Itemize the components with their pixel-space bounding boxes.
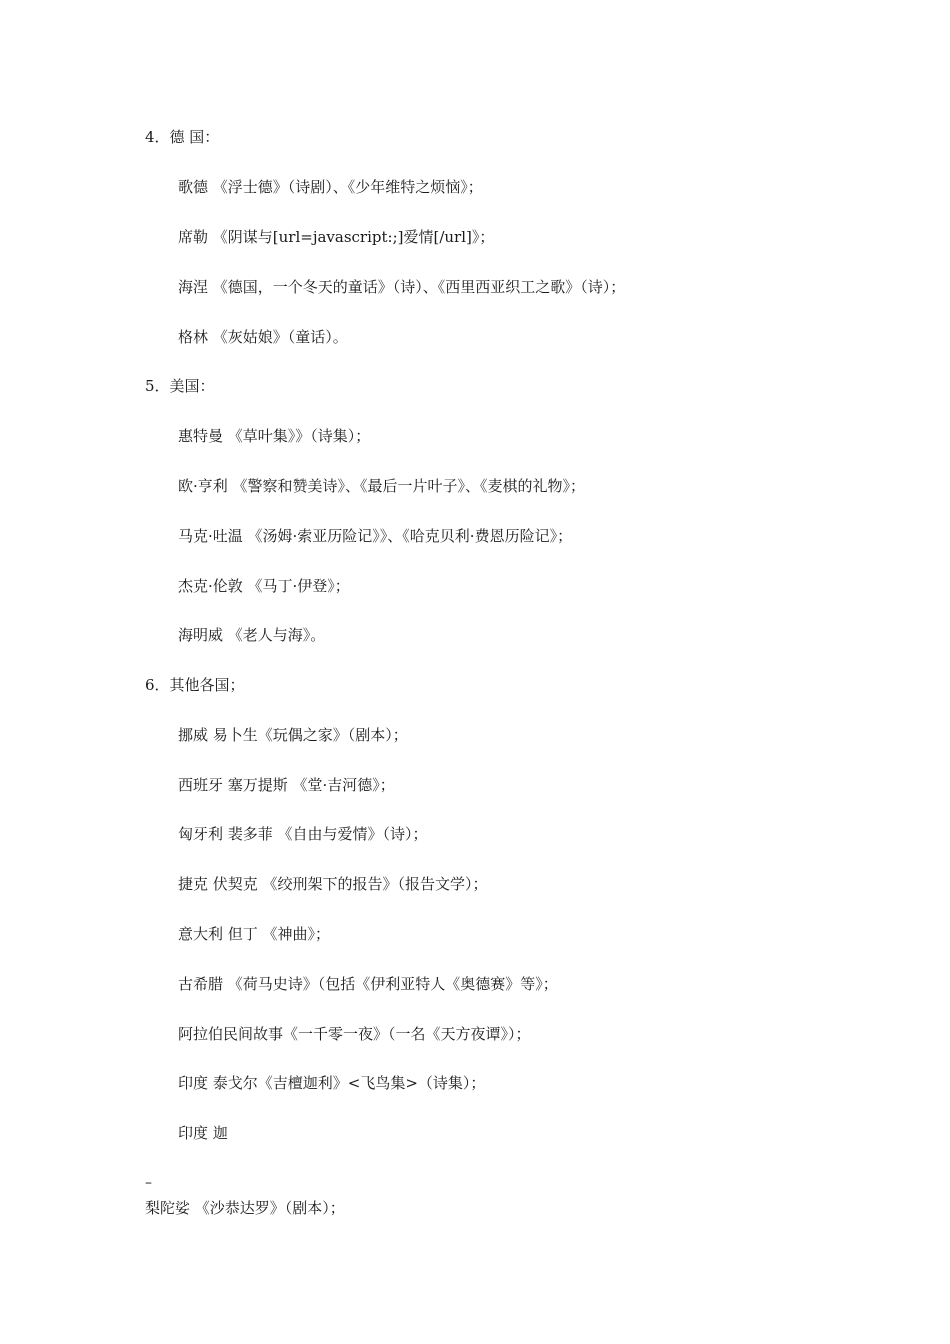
list-item: 格林 《灰姑娘》（童话）。 (178, 328, 348, 346)
list-item: 古希腊 《荷马史诗》（包括《伊利亚特人《奥德赛》等》； (178, 975, 558, 993)
list-item: 歌德 《浮士德》（诗剧）、《少年维特之烦恼》； (178, 178, 483, 196)
separator-dash: – (145, 1175, 152, 1191)
list-item: 捷克 伏契克 《绞刑架下的报告》（报告文学）； (178, 875, 488, 893)
list-item: 席勒 《阴谋与[url=javascript:;]爱情[/url]》； (178, 228, 495, 246)
list-item: 挪威 易卜生《玩偶之家》（剧本）； (178, 726, 408, 744)
trailing-line: 梨陀娑 《沙恭达罗》（剧本）； (145, 1199, 345, 1217)
list-item: 欧·亨利 《警察和赞美诗》、《最后一片叶子》、《麦棋的礼物》； (178, 477, 586, 495)
list-item: 阿拉伯民间故事《一千零一夜》（一名《天方夜谭》）； (178, 1025, 531, 1043)
list-item: 惠特曼 《草叶集》》（诗集）； (178, 427, 371, 445)
list-item: 印度 泰戈尔《吉檀迦利》<飞鸟集>（诗集）； (178, 1074, 486, 1092)
list-item: 印度 迦 (178, 1124, 228, 1142)
section-heading-germany: 4．德 国： (145, 128, 220, 146)
section-heading-other: 6．其他各国； (145, 676, 245, 694)
list-item: 杰克·伦敦 《马丁·伊登》； (178, 577, 350, 595)
list-item: 马克·吐温 《汤姆·索亚历险记》》、《哈克贝利·费恩历险记》； (178, 527, 573, 545)
list-item: 海明威 《老人与海》。 (178, 626, 326, 644)
list-item: 意大利 但丁 《神曲》； (178, 925, 331, 943)
list-item: 西班牙 塞万提斯 《堂·吉河德》； (178, 776, 395, 794)
list-item: 匈牙利 裴多菲 《自由与爱情》（诗）； (178, 825, 428, 843)
list-item: 海涅 《德国，一个冬天的童话》（诗）、《西里西亚织工之歌》（诗）； (178, 278, 626, 296)
section-heading-usa: 5．美国： (145, 377, 215, 395)
